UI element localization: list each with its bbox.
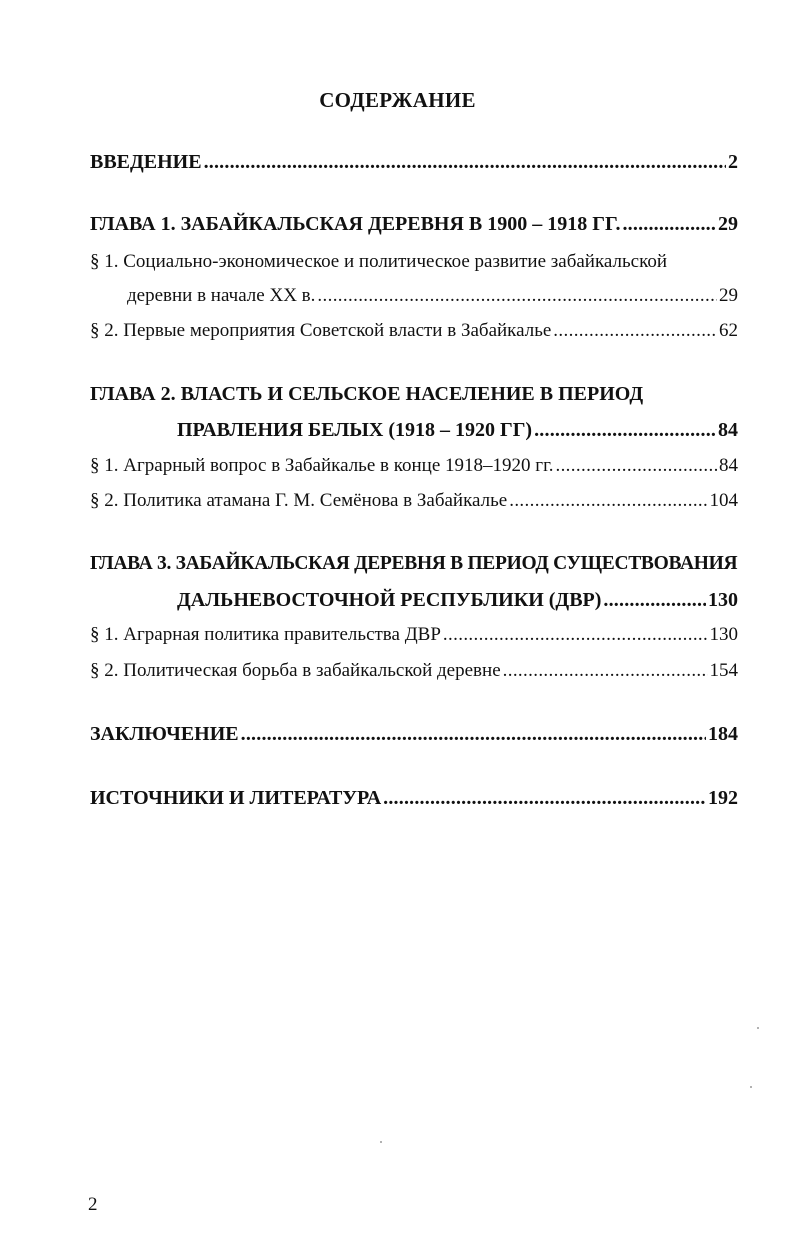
section-title: § 1. Аграрная политика правительства ДВР (90, 624, 441, 645)
entry-page: 154 (709, 660, 738, 681)
scan-speck (757, 1027, 759, 1029)
dot-leader (509, 488, 707, 514)
entry-page: 29 (718, 213, 738, 235)
dot-leader (534, 417, 716, 443)
dot-leader (555, 453, 717, 479)
page-number: 2 (88, 1194, 98, 1215)
entry-page: 104 (709, 490, 738, 511)
dot-leader (317, 283, 717, 309)
toc-entry-conclusion (90, 721, 738, 747)
chapter-2-title-line-1: ГЛАВА 2. ВЛАСТЬ И СЕЛЬСКОЕ НАСЕЛЕНИЕ В ПЕРИОД (90, 383, 644, 405)
entry-page: 29 (719, 285, 738, 306)
section-title: § 2. Политическая борьба в забайкальской деревне (90, 660, 501, 681)
dot-leader (443, 622, 708, 648)
entry-page: 2 (728, 151, 738, 173)
entry-page: 84 (718, 419, 738, 441)
toc-entry-section-3-1 (90, 622, 738, 648)
dot-leader (622, 211, 716, 237)
toc-entry-sources (90, 785, 738, 811)
dot-leader (503, 658, 708, 684)
entry-page: 62 (719, 320, 738, 341)
entry-page: 130 (708, 589, 738, 611)
section-title: § 1. Аграрный вопрос в Забайкалье в конце 1918–1920 гг. (90, 455, 554, 476)
dot-leader (241, 721, 706, 747)
toc-entry-section-1-1 (127, 283, 738, 309)
chapter-3-title-line-1: ГЛАВА 3. ЗАБАЙКАЛЬСКАЯ ДЕРЕВНЯ В ПЕРИОД СУЩЕСТВОВАНИЯ (90, 553, 738, 574)
entry-label: ЗАКЛЮЧЕНИЕ (90, 723, 239, 745)
section-1-1-line-1: § 1. Социально-экономическое и политическое развитие забайкальской (90, 251, 668, 272)
toc-entry-section-3-2 (90, 658, 738, 684)
toc-entry-section-2-2 (90, 488, 738, 514)
section-title: § 2. Первые мероприятия Советской власти в Забайкалье (90, 320, 552, 341)
section-title: деревни в начале XX в. (127, 285, 316, 306)
toc-entry-chapter-2 (177, 417, 738, 443)
entry-page: 130 (709, 624, 738, 645)
toc-title: СОДЕРЖАНИЕ (319, 88, 476, 112)
toc-entry-section-1-2 (90, 318, 738, 344)
scan-speck (380, 1141, 382, 1143)
dot-leader (383, 785, 706, 811)
chapter-title: ГЛАВА 1. ЗАБАЙКАЛЬСКАЯ ДЕРЕВНЯ В 1900 – 1918 ГГ. (90, 213, 621, 235)
entry-page: 184 (708, 723, 738, 745)
entry-page: 192 (708, 787, 738, 809)
toc-entry-chapter-3 (177, 587, 738, 613)
entry-label: ВВЕДЕНИЕ (90, 151, 202, 173)
dot-leader (204, 149, 726, 175)
entry-page: 84 (719, 455, 738, 476)
scan-speck (750, 1086, 752, 1088)
section-title: § 2. Политика атамана Г. М. Семёнова в Забайкалье (90, 490, 508, 511)
dot-leader (553, 318, 717, 344)
chapter-title: ДАЛЬНЕВОСТОЧНОЙ РЕСПУБЛИКИ (ДВР) (177, 589, 602, 611)
toc-entry-introduction (90, 149, 738, 175)
dot-leader (603, 587, 706, 613)
toc-entry-chapter-1 (90, 211, 738, 237)
toc-entry-section-2-1 (90, 453, 738, 479)
chapter-title: ПРАВЛЕНИЯ БЕЛЫХ (1918 – 1920 ГГ) (177, 419, 533, 441)
entry-label: ИСТОЧНИКИ И ЛИТЕРАТУРА (90, 787, 382, 809)
